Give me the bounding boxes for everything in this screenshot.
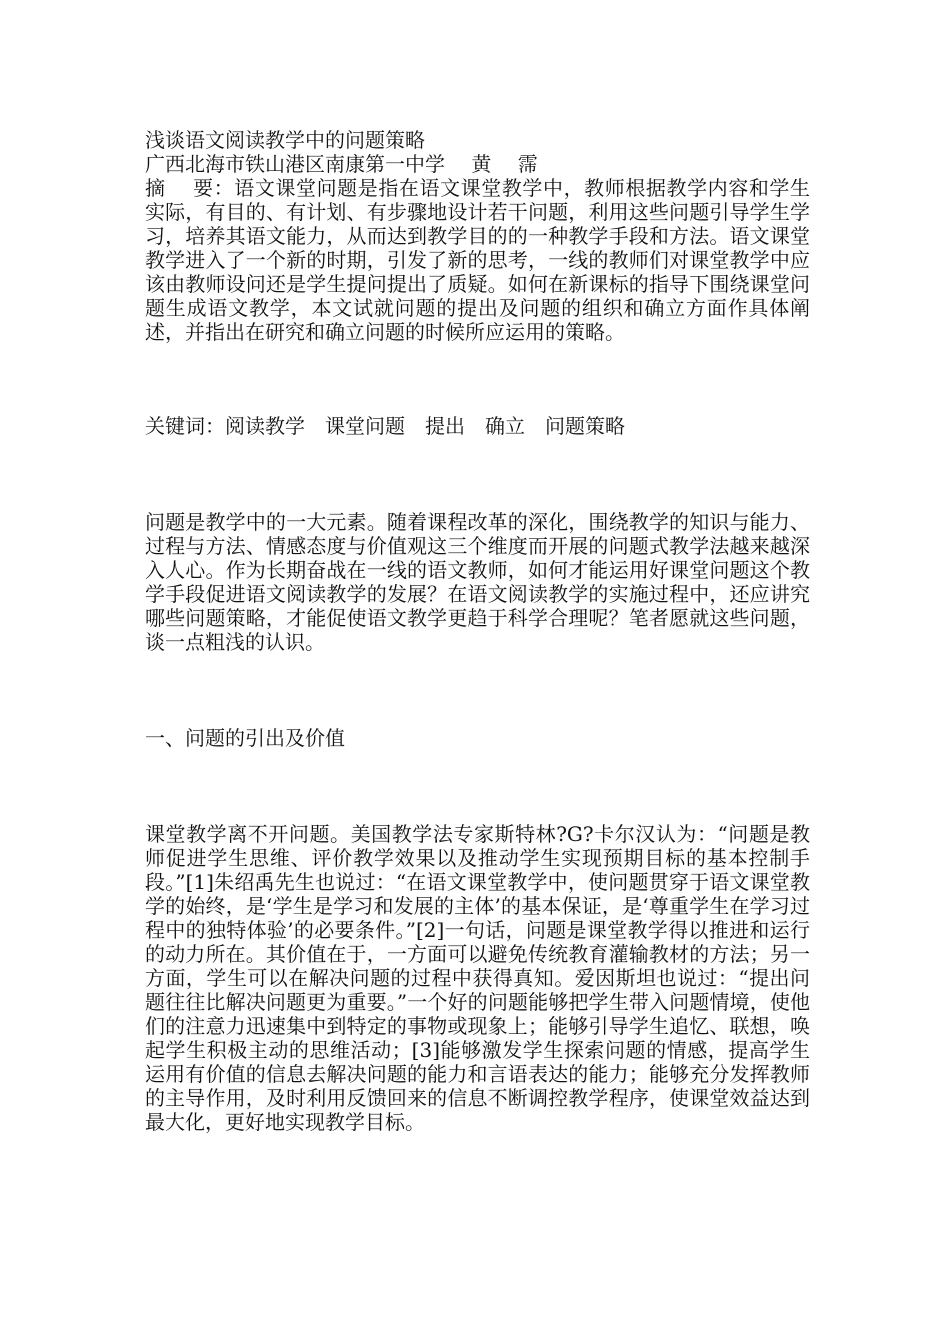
keywords-label: 关键词： — [145, 414, 225, 438]
author-line: 广西北海市铁山港区南康第一中学 黄 霈 — [145, 152, 538, 176]
keyword-item: 问题策略 — [545, 414, 625, 438]
section-heading: 一、问题的引出及价值 — [145, 726, 345, 750]
article-title: 浅谈语文阅读教学中的问题策略 — [145, 128, 425, 152]
spacer — [145, 654, 810, 726]
abstract-paragraph: 摘 要：语文课堂问题是指在语文课堂教学中，教师根据教学内容和学生实际，有目的、有计划、有步骤地设计若干问题，利用这些问题引导学生学习，培养其语文能力，从而达到教学目的的一种教学手段和方法。语文课堂教学进入了一个新的时期，引发了新的思考，一线的教师们对课堂教学中应该由教师设问还是学生提问提出了质疑。如何在新课标的指导下围绕课堂问题生成语文教学，本文试就问题的提出及问题的组织和确立方面作具体阐述，并指出在研究和确立问题的时候所应运用的策略。 — [145, 176, 810, 344]
document-page — [145, 128, 810, 1134]
keyword-item: 确立 — [485, 414, 525, 438]
spacer — [145, 750, 810, 822]
spacer — [145, 438, 810, 510]
keyword-item: 提出 — [425, 414, 465, 438]
keyword-item: 阅读教学 — [225, 414, 305, 438]
keyword-item: 课堂问题 — [325, 414, 405, 438]
spacer — [145, 344, 810, 414]
section-body-paragraph: 课堂教学离不开问题。美国教学法专家斯特林?G?卡尔汉认为：“问题是教师促进学生思维、评价教学效果以及推动学生实现预期目标的基本控制手段。”[1]朱绍禹先生也说过：“在语文课堂教学中，使问题贯穿于语文课堂教学的始终，是‘学生是学习和发展的主体’的基本保证，是‘尊重学生在学习过程中的独特体验’的必要条件。”[2]一句话，问题是课堂教学得以推进和运行的动力所在。其价值在于，一方面可以避免传统教育灌输教材的方法；另一方面，学生可以在解决问题的过程中获得真知。爱因斯坦也说过：“提出问题往往比解决问题更为重要。”一个好的问题能够把学生带入问题情境，使他们的注意力迅速集中到特定的事物或现象上；能够引导学生追忆、联想，唤起学生积极主动的思维活动；[3]能够激发学生探索问题的情感，提高学生运用有价值的信息去解决问题的能力和言语表达的能力；能够充分发挥教师的主导作用，及时利用反馈回来的信息不断调控教学程序，使课堂效益达到最大化，更好地实现教学目标。 — [145, 822, 810, 1134]
keywords-line — [145, 414, 810, 438]
intro-paragraph: 问题是教学中的一大元素。随着课程改革的深化，围绕教学的知识与能力、过程与方法、情感态度与价值观这三个维度而开展的问题式教学法越来越深入人心。作为长期奋战在一线的语文教师，如何才能运用好课堂问题这个教学手段促进语文阅读教学的发展？在语文阅读教学的实施过程中，还应讲究哪些问题策略，才能促使语文教学更趋于科学合理呢？笔者愿就这些问题，谈一点粗浅的认识。 — [145, 510, 810, 654]
